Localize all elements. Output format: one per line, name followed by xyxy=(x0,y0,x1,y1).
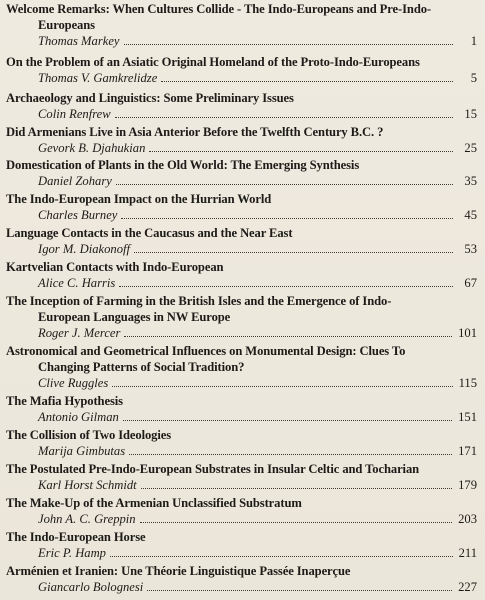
author-line xyxy=(6,444,477,459)
author-line xyxy=(6,276,477,291)
dot-leader xyxy=(121,217,453,219)
dot-leader xyxy=(112,385,452,387)
toc-entry xyxy=(6,157,477,189)
entry-page-number: 1 xyxy=(470,34,477,48)
entry-title: On the Problem of an Asiatic Original Homeland of the Proto-Indo-Europeans xyxy=(6,55,420,69)
author-line xyxy=(6,512,477,527)
entry-page-number: 203 xyxy=(458,512,477,526)
toc-entry xyxy=(6,495,477,527)
author-line xyxy=(6,478,477,493)
entry-author: Charles Burney xyxy=(38,208,118,222)
entry-title-line1: Welcome Remarks: When Cultures Collide - The Indo-Europeans and Pre-Indo- xyxy=(6,2,432,16)
toc-entry xyxy=(6,461,477,493)
entry-title: The Indo-European Impact on the Hurrian World xyxy=(6,192,272,206)
entry-title: The Mafia Hypothesis xyxy=(6,394,123,408)
entry-title xyxy=(6,343,477,375)
author-line xyxy=(6,34,477,49)
entry-page-number: 171 xyxy=(458,444,477,458)
author-line xyxy=(6,242,477,257)
dot-leader xyxy=(116,183,453,185)
entry-page-number: 15 xyxy=(464,107,477,121)
dot-leader xyxy=(124,43,454,45)
author-line xyxy=(6,71,477,86)
entry-author: Clive Ruggles xyxy=(38,376,109,390)
dot-leader xyxy=(149,150,453,152)
toc-entry xyxy=(6,563,477,595)
entry-author: Roger J. Mercer xyxy=(38,326,121,340)
entry-title-line2: European Languages in NW Europe xyxy=(38,310,231,324)
entry-author: Antonio Gilman xyxy=(38,410,119,424)
entry-author: Giancarlo Bolognesi xyxy=(38,580,144,594)
author-line xyxy=(6,141,477,156)
entry-page-number: 151 xyxy=(458,410,477,424)
toc-entry xyxy=(6,225,477,257)
author-line xyxy=(6,326,477,341)
dot-leader xyxy=(119,285,453,287)
toc-entry xyxy=(6,393,477,425)
entry-title xyxy=(6,293,477,325)
entry-page-number: 45 xyxy=(464,208,477,222)
entry-title: Domestication of Plants in the Old World: The Emerging Synthesis xyxy=(6,158,360,172)
author-line xyxy=(6,174,477,189)
author-line xyxy=(6,208,477,223)
toc-entry xyxy=(6,293,477,341)
entry-author: Daniel Zohary xyxy=(38,174,112,188)
entry-author: Gevork B. Djahukian xyxy=(38,141,146,155)
dot-leader xyxy=(141,487,452,489)
entry-page-number: 179 xyxy=(458,478,477,492)
entry-page-number: 211 xyxy=(458,546,477,560)
entry-page-number: 35 xyxy=(464,174,477,188)
entry-title: The Postulated Pre-Indo-European Substrates in Insular Celtic and Tocharian xyxy=(6,462,420,476)
entry-author: Karl Horst Schmidt xyxy=(38,478,137,492)
entry-author: Marija Gimbutas xyxy=(38,444,126,458)
toc-entry xyxy=(6,529,477,561)
toc-entry xyxy=(6,427,477,459)
entry-author: Eric P. Hamp xyxy=(38,546,106,560)
author-line xyxy=(6,107,477,122)
entry-author: Colin Renfrew xyxy=(38,107,111,121)
author-line xyxy=(6,546,477,561)
dot-leader xyxy=(147,589,452,591)
toc-entry xyxy=(6,124,477,156)
entry-title: Archaeology and Linguistics: Some Preliminary Issues xyxy=(6,91,294,105)
entry-page-number: 53 xyxy=(464,242,477,256)
dot-leader xyxy=(110,555,453,557)
entry-page-number: 5 xyxy=(470,71,477,85)
entry-title: Language Contacts in the Caucasus and the Near East xyxy=(6,226,293,240)
author-line xyxy=(6,580,477,595)
entry-page-number: 25 xyxy=(464,141,477,155)
entry-title: The Make-Up of the Armenian Unclassified Substratum xyxy=(6,496,302,510)
entry-page-number: 115 xyxy=(458,376,477,390)
entry-title: Did Armenians Live in Asia Anterior Before the Twelfth Century B.C. ? xyxy=(6,125,384,139)
toc-entry xyxy=(6,259,477,291)
entry-author: John A. C. Greppin xyxy=(38,512,136,526)
toc-entry xyxy=(6,343,477,391)
dot-leader xyxy=(134,251,453,253)
entry-page-number: 101 xyxy=(458,326,477,340)
toc-entry xyxy=(6,191,477,223)
dot-leader xyxy=(129,453,452,455)
dot-leader xyxy=(115,116,453,118)
dot-leader xyxy=(161,80,453,82)
toc-entry xyxy=(6,90,477,122)
entry-title: Kartvelian Contacts with Indo-European xyxy=(6,260,224,274)
dot-leader xyxy=(124,335,452,337)
entry-author: Thomas Markey xyxy=(38,34,120,48)
entry-title-line1: Astronomical and Geometrical Influences on Monumental Design: Clues To xyxy=(6,344,406,358)
toc-entry xyxy=(6,54,477,86)
author-line xyxy=(6,410,477,425)
entry-title-line2: Changing Patterns of Social Tradition? xyxy=(38,360,245,374)
entry-page-number: 227 xyxy=(458,580,477,594)
entry-author: Alice C. Harris xyxy=(38,276,116,290)
entry-author: Thomas V. Gamkrelidze xyxy=(38,71,158,85)
entry-page-number: 67 xyxy=(464,276,477,290)
entry-title-line2: Europeans xyxy=(38,18,95,32)
toc-entry xyxy=(6,1,477,49)
entry-title-line1: The Inception of Farming in the British Isles and the Emergence of Indo- xyxy=(6,294,392,308)
dot-leader xyxy=(123,419,452,421)
entry-title: The Collision of Two Ideologies xyxy=(6,428,172,442)
entry-author: Igor M. Diakonoff xyxy=(38,242,130,256)
entry-title: The Indo-European Horse xyxy=(6,530,146,544)
dot-leader xyxy=(140,521,453,523)
entry-title: Arménien et Iranien: Une Théorie Linguistique Passée Inaperçue xyxy=(6,564,351,578)
entry-title xyxy=(6,1,477,33)
author-line xyxy=(6,376,477,391)
